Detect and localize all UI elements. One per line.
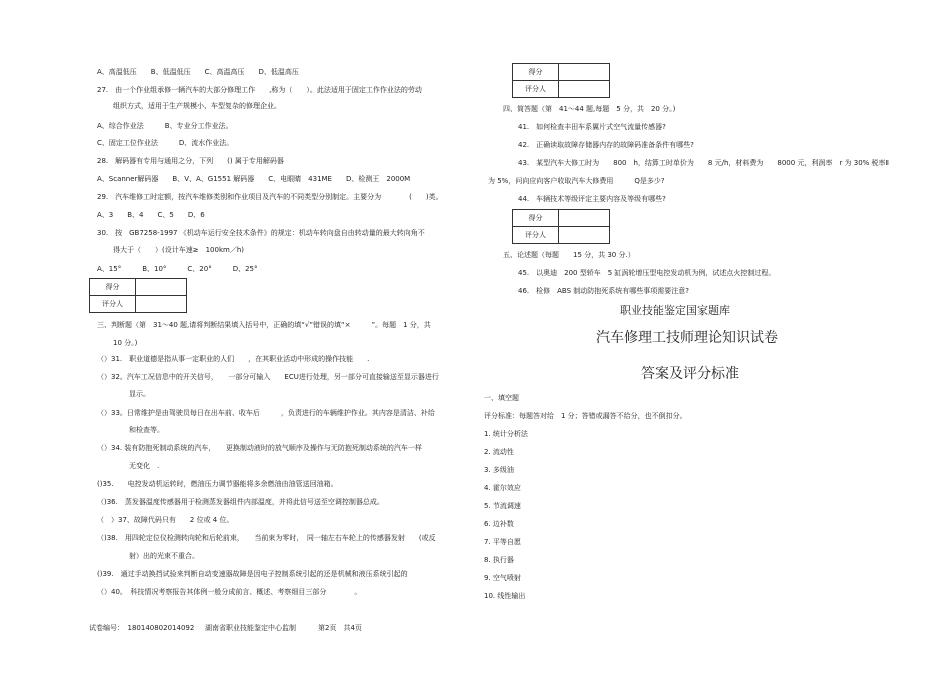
score-table-left — [89, 278, 187, 313]
q27-line1: 27. 由一个作业组承修一辆汽车的大部分修理工作 ,称为（ ）。此法适用于固定工作作业法的劳动 — [97, 86, 422, 94]
section5-heading: 五、论述题（每题 15 分，共 30 分.） — [503, 251, 635, 259]
answer-10: 10. 线性输出 — [484, 592, 526, 600]
footer-exam-number: 试卷编号： 180140802014092 — [89, 624, 195, 632]
section4-heading: 四、简答题（第 41～44 题,每题 5 分，共 20 分。) — [503, 105, 676, 113]
score-value-cell — [559, 64, 610, 81]
q41: 41. 如何检查丰田车系翼片式空气流量传感器? — [518, 123, 666, 131]
answer-2: 2. 流动性 — [484, 448, 514, 456]
grader-label: 评分人 — [513, 81, 559, 98]
judge-32-line2: 显示。 — [129, 390, 150, 398]
section3-line1: 三、判断题（第 31～40 题,请将判断结果填入括号中，正确的填“√”错误的填“× ”。每题 1 分，共 — [97, 321, 431, 329]
exam-title: 汽车修理工技师理论知识试卷 — [596, 330, 778, 346]
grader-value-cell — [136, 296, 187, 313]
answer-1: 1. 统计分析法 — [484, 430, 528, 438]
answer-5: 5. 节流调速 — [484, 502, 521, 510]
score-label: 得分 — [513, 210, 559, 227]
q45: 45. 以奥迪 200 型轿车 5 缸涡轮增压型电控发动机为例，试述点火控制过程。 — [518, 269, 776, 277]
score-value-cell — [136, 279, 187, 296]
grader-label: 评分人 — [513, 227, 559, 244]
answer-4: 4. 霍尔效应 — [484, 484, 521, 492]
judge-34-line1: （）34. 装有防抱死制动系统的汽车， 更换制动液时的放气顺序及操作与无防抱死制动系统的汽车一样 — [97, 444, 422, 452]
q30-line1: 30. 按 GB7258-1997 《机动车运行安全技术条件》的规定：机动车转向盘自由转动量的最大转向角不 — [97, 229, 425, 237]
footer-page: 第2页 共4页 — [318, 624, 362, 632]
grader-label: 评分人 — [90, 296, 136, 313]
judge-34-line2: 无变化 . — [129, 462, 160, 470]
q44: 44. 车辆技术等级评定主要内容及等级有哪些? — [518, 195, 666, 203]
judge-36: （)36. 蒸发器温度传感器用于检测蒸发器组件内部温度，并将此信号送至空调控制器总成。 — [97, 498, 384, 506]
q28-line: 28. 解码器有专用与通用之分，下列 () 属于专用解码器 — [97, 157, 284, 165]
score-value-cell — [559, 210, 610, 227]
q43-line2: 为 5%，问向应向客户收取汽车大修费用 Q是多少? — [488, 177, 665, 185]
judge-32-line1: （）32。汽车工况信息中的开关信号， 一部分可输入 ECU进行处理，另一部分可直接输送至显示器进行 — [97, 373, 439, 381]
q27-line2: 组织方式，适用于生产规模小、车型复杂的修理企业。 — [113, 102, 281, 110]
bank-title: 职业技能鉴定国家题库 — [620, 304, 730, 317]
q26-options: A、高温低压 B、低温低压 C、高温高压 D、低温高压 — [97, 68, 299, 76]
q29-options: A、3 B、4 C、5 D、6 — [97, 211, 205, 219]
answer-title: 答案及评分标准 — [641, 366, 739, 382]
score-label: 得分 — [90, 279, 136, 296]
answer-6: 6. 边补数 — [484, 520, 514, 528]
score-table-right-2 — [512, 209, 610, 244]
judge-38-line1: （)38. 用四轮定位仪检测转向轮和后轮前束， 当前束为零时， 同一轴左右车轮上的传感器发射 (或反 — [97, 534, 436, 542]
judge-35: ()35. 电控发动机运转时，燃油压力调节器能将多余燃油由油管送回油箱。 — [97, 480, 338, 488]
scoring-criteria: 评分标准：每题答对给 1 分；答错或漏答不给分，也不倒扣分。 — [484, 412, 687, 420]
q27-options-ab: A、综合作业法 B、专业分工作业法。 — [97, 122, 233, 130]
grader-value-cell — [559, 227, 610, 244]
judge-37: （ ）37、故障代码只有 2 位或 4 位。 — [97, 516, 234, 524]
judge-40: （）40。 科技情况考察报告其体例一般分成前言、概述、考察细目三部分 。 — [97, 588, 362, 596]
q42: 42. 正确读取故障存储器内存的故障码准备条件有哪些? — [518, 141, 694, 149]
score-label: 得分 — [513, 64, 559, 81]
score-table-right-1 — [512, 63, 610, 98]
q46: 46. 检修 ABS 制动防抱死系统有哪些事项需要注意? — [518, 287, 689, 295]
q29-line: 29. 汽车维修工时定额，按汽车维修类别和作业项目及汽车的不同类型分别制定。主要分为 ( )类。 — [97, 193, 443, 201]
judge-33-line2: 和检查等。 — [129, 426, 164, 434]
q30-line2: 得大于（ ）(设计车速≥ 100km／h) — [113, 246, 244, 254]
answer-9: 9. 空气喷射 — [484, 574, 521, 582]
judge-31: （）31. 职业道德是指从事一定职业的人们 ，在其职业活动中形成的操作技能 . — [97, 355, 370, 363]
judge-38-line2: 射）出的光束不重合。 — [129, 552, 199, 560]
q27-options-cd: C、固定工位作业法 D、流水作业法。 — [97, 139, 234, 147]
judge-39: ()39. 通过手动换挡试验来判断自动变速器故障是因电子控制系统引起的还是机械和液压系统引起的 — [97, 570, 408, 578]
answer-8: 8. 执行器 — [484, 556, 514, 564]
section1-heading: 一、填空题 — [484, 394, 519, 402]
footer-center: 湖南省职业技能鉴定中心监制 — [205, 624, 296, 632]
q43-line1: 43. 某型汽车大修工时为 800 h，结算工时单价为 8 元/h，材料费为 8000 元，利润率 r 为 30% 税率Ⅱ — [518, 159, 889, 167]
answer-3: 3. 多级油 — [484, 466, 514, 474]
grader-value-cell — [559, 81, 610, 98]
judge-33-line1: （）33。日常维护是由驾驶员每日在出车前、收车后 ，负责进行的车辆维护作业。其内容是清洁、补给 — [97, 409, 435, 417]
q28-options: A、Scanner解码器 B、V、A、G1551 解码器 C、电眼睛 431ME D、检测王 2000M — [97, 175, 411, 183]
section3-line2: 10 分。) — [113, 339, 138, 347]
answer-7: 7. 平等自愿 — [484, 538, 521, 546]
q30-options: A、15° B、10° C、20° D、25° — [97, 265, 258, 273]
